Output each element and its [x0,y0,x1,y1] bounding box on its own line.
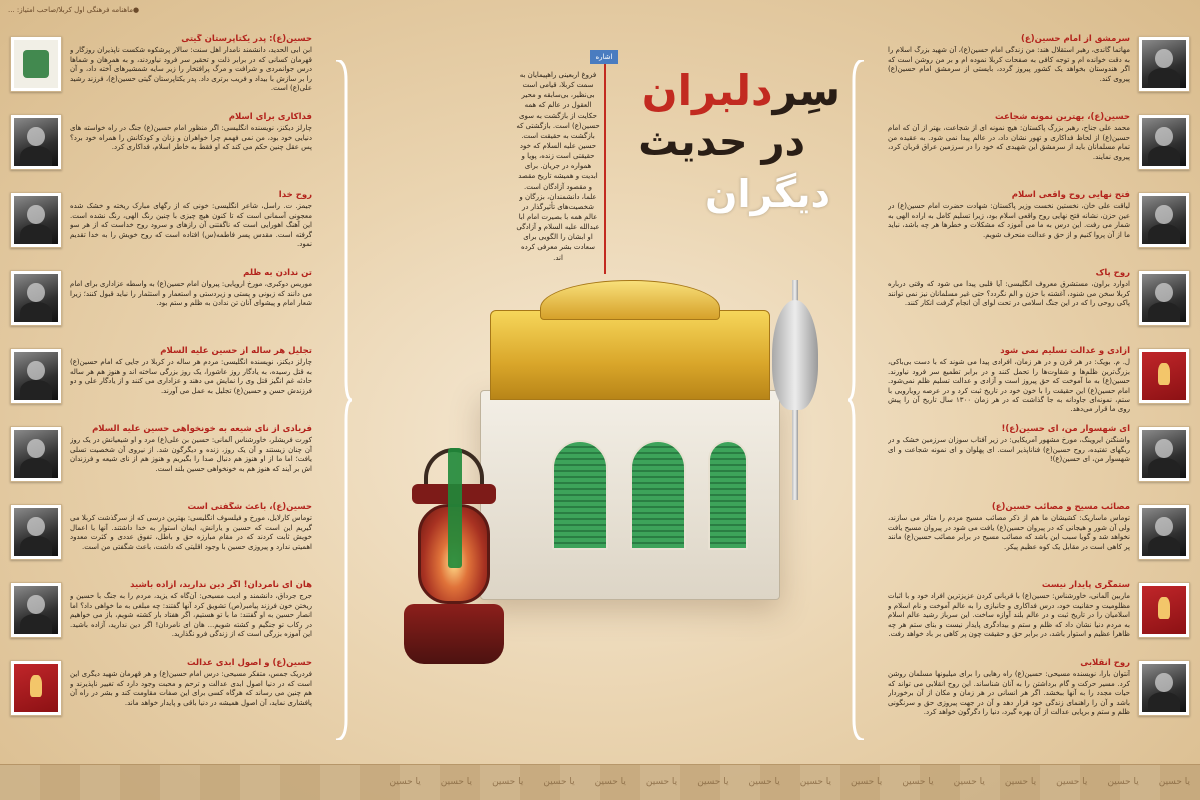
quote-text: لیاقت علی خان، نخستین نخست وزیر پاکستان: شهادت حضرت امام حسین(ع) در عین حزن، نشانه فتح نهایی روح واقعی اسلام بود، زیرا تسلیم کامل به اراده الهی به شمار می رفت. این درس به ما می آموزد که مشکلات و خطرها هر چه باشد، نباید ما از آن پروا کنیم و از حق و عدالت منحرف شویم. [888,202,1130,239]
band-calligraphy-item: یا حسین [492,777,524,787]
portrait-thumbnail [1138,348,1190,404]
title-line-1 [641,66,840,115]
quote-title: آزادی و عدالت تسلیم نمی شود [1000,346,1130,356]
quote-text: آنتوان بارا، نویسنده مسیحی: حسین(ع) راه رهایی را برای میلیونها مسلمان روشن کرد. مسیر حرکت و گام برداشتن را به آنان شناساند. این روح انقلابی می تواند که حیات مجدد را به آنها ببخشد. اگر هر انسانی در هر زمان و مکان از آن برخوردار باشد و آن را راهنمای زندگی خود قرار دهد و آن در جهت پیروزی حق و سرنگونی ظلم و ستم و برپایی عدالت از آن بهره گیرد، دنیا را دگرگون خواهد کرد. [888,670,1130,716]
title-line-2: در حدیث [638,119,805,165]
portrait-thumbnail [10,426,62,482]
quote-body [880,30,1138,84]
band-calligraphy-item: یا حسین [902,777,934,787]
band-calligraphy-item: یا حسین [645,777,678,787]
title-word-delbaran: دلبران [641,66,773,115]
quote-body [880,264,1138,309]
quote-title: روح انقلابی [1080,658,1130,668]
lantern-icon [1142,586,1186,634]
band-calligraphy-item: یا حسین [1107,777,1139,787]
shrine-illustration [480,280,780,600]
quote-text: ل. م. بویک: در هر قرن و در هر زمان، افرادی پیدا می شوند که با دست بی‌باکی، بزرگ‌ترین ظلم‌ها و شقاوت‌ها را تحمل کنند و در برابر تطمیع سر فرود نیاورند. حسین(ع) به ما آموخت که حق پیروز است و آزادی و عدالت تسلیم ظلم نمی‌شود. امام حسین(ع) این حقیقت را با خون خود در تاریخ ثبت کرد و در عرصه رویارویی با ستم، نمونه‌ای جاودانه به جا گذاشت که در هر زمان ۱۳۰۰ سال تاریخ آن را پیش روی ما قرار می‌دهد. [888,358,1130,414]
quote-text: ادوارد براون، مستشرق معروف انگلیسی: آیا قلبی پیدا می شود که وقتی درباره کربلا سخن می شنود، آغشته با حزن و الم نگردد؟ حتی غیر مسلمانان نیز نمی توانند پاکی روحی را که در این جنگ اسلامی در تحت لوای آن انجام گرفت انکار کنند. [888,280,1130,308]
quote-entry [10,30,320,107]
lantern-base [404,604,504,664]
lantern-illustration [398,448,510,678]
quote-title: ای شهسوار من، ای حسین(ع)! [1001,424,1130,434]
portrait-thumbnail [1138,36,1190,92]
quote-text: موریس دوکبری، مورخ اروپایی: پیروان امام حسین(ع) به واسطه عزاداری برای امام می دانند که زبونی و پستی و زیردستی و استعمار و استثمار را نباید قبول کنند؛ زیرا شعار امام و پیشوای آنان تن ندادن به ظلم و ستم بود. [70,280,312,308]
quote-body [62,498,320,552]
band-calligraphy-item: یا حسین [389,777,421,787]
calligraphy-band [0,764,1200,800]
portrait-thumbnail [1138,660,1190,716]
shrine-lattice-window [708,440,748,550]
quote-title: ستمگری پایدار نیست [1041,580,1130,590]
portrait-thumbnail [1138,114,1190,170]
quote-body [62,264,320,309]
portrait-icon [1142,274,1186,322]
quote-body [62,108,320,153]
portrait-icon [14,196,58,244]
band-calligraphy-item: یا حسین [953,777,985,787]
portrait-icon [14,274,58,322]
intro-divider [604,64,606,274]
portrait-icon [1142,196,1186,244]
quote-text: مهاتما گاندی، رهبر استقلال هند: من زندگی امام حسین(ع)، آن شهید بزرگ اسلام را به دقت خوانده ام و توجه کافی به صفحات کربلا نموده ام و بر من روشن است که اگر هندوستان بخواهد یک کشور پیروز گردد، بایستی از سرمشق امام حسین(ع) پیروی کند. [888,46,1130,83]
quote-entry [880,420,1190,497]
quote-title: سرمشق از امام حسین(ع) [1021,34,1130,44]
shrine-lattice-window [630,440,686,550]
portrait-thumbnail [10,192,62,248]
quote-body [880,420,1138,465]
alam-standard-illustration [760,280,830,500]
alam-head [772,300,818,410]
lantern-icon [14,664,58,712]
portrait-thumbnail [1138,270,1190,326]
quote-title: فداکاری برای اسلام [228,112,312,122]
band-calligraphy-item: یا حسین [799,777,832,787]
band-calligraphy-item: یا حسین [1004,777,1037,787]
portrait-thumbnail [10,270,62,326]
portrait-icon [1142,118,1186,166]
quote-body [62,30,320,93]
left-column [10,30,320,732]
portrait-icon [14,430,58,478]
title-word-sir: سِر [772,66,840,115]
quote-title: حسین(ع): پدر یکتاپرستان گیتی [181,34,312,44]
right-brace [848,60,868,740]
quote-title: حسین(ع) و اصول ابدی عدالت [186,658,312,668]
portrait-icon [14,508,58,556]
portrait-thumbnail [1138,504,1190,560]
portrait-thumbnail [10,582,62,638]
quote-body [880,654,1138,717]
portrait-thumbnail [10,660,62,716]
shrine-roof [490,310,770,400]
quote-entry [10,654,320,731]
quote-body [880,576,1138,639]
band-calligraphy-item: یا حسین [440,777,473,787]
calligraphy-icon [14,40,58,88]
quote-title: حسین(ع)، بهترین نمونه شجاعت [994,112,1130,122]
portrait-icon [1142,430,1186,478]
portrait-icon [14,118,58,166]
quote-entry [10,264,320,341]
portrait-thumbnail [10,348,62,404]
quote-entry [10,108,320,185]
quote-text: چارلز دیکنز، نویسنده انگلیسی: مردم هر ساله در کربلا در جایی که امام حسین(ع) به قتل رسیده، به یادگار روز عاشورا، یک روز بزرگی ساخته اند و هنوز هم هر ساله حادثه غم انگیز قتل وی را نمایش می دهند و عزاداری می کنند و از یادگار علی و دو فرزندش حسن و حسین(ع) تجلیل به عمل می آورند. [70,358,312,395]
portrait-thumbnail [1138,426,1190,482]
green-ribbon [448,448,462,568]
portrait-icon [14,586,58,634]
quote-title: حسین(ع)، باعث شگفتی است [187,502,312,512]
quote-title: روح پاک [1095,268,1130,278]
portrait-icon [14,352,58,400]
quote-entry [880,342,1190,419]
quote-body [62,186,320,249]
portrait-icon [1142,508,1186,556]
shrine-lattice-window [552,440,608,550]
band-calligraphy-item: یا حسین [1056,777,1088,787]
portrait-thumbnail [10,36,62,92]
portrait-thumbnail [10,114,62,170]
intro-flag: اشاره [590,50,618,64]
quote-title: فتح نهایی روح واقعی اسلام [1011,190,1130,200]
lantern-icon [1142,352,1186,400]
quote-text: ماربین آلمانی، خاورشناس: حسین(ع) با قربانی کردن عزیزترین افراد خود و با اثبات مظلومیت و حقانیت خود، درس فداکاری و جانبازی را به عالم آموخت و نام اسلام و اسلامیان را در تاریخ ثبت و در عالم بلند آوازه ساخت. این سرباز رشید عالم اسلام به مردم دنیا نشان داد که ظلم و ستم و بیدادگری پایدار نیست و بنای ستم هر چه ظاهرا عظیم و استوار باشد، در برابر حق و حقیقت چون پر کاهی بر باد خواهد رفت. [888,592,1130,638]
portrait-icon [1142,664,1186,712]
band-calligraphy-item: یا حسین [594,777,626,787]
poster-title [610,66,850,240]
quote-entry [880,108,1190,185]
title-line-3: دیگران [705,172,830,216]
intro-text: فروغ اربعینی راهپیمایان به سمت کربلا، قیامی است بی‌نظیر، بی‌سابقه و محیر العقول در عالم که همه حکایت از بازگشت به سوی حسین(ع) است. بازگشتی که بازگشت به حقیقت است. حسین علیه السلام که خود حقیقتی است زنده، پویا و همواره در جریان. برای ابدیت و همیشه تاریخ مقصد و مقصود آزادگان است. علما، دانشمندان، بزرگان و شخصیت‌های تأثیرگذار در عالم همه با بصیرت امام ابا عبدالله علیه السلام و آزادگی او ابشان را الگویی برای سعادت بشر معرفی کرده اند. [516,71,600,262]
quote-body [62,576,320,639]
quote-body [880,498,1138,552]
quote-text: چارلز دیکنز، نویسنده انگلیسی: اگر منظور امام حسین(ع) جنگ در راه خواسته های دنیایی خود بود، من نمی فهمم چرا خواهران و زنان و کودکانش را همراه خود برد؟ پس عقل چنین حکم می کند که او فقط به خاطر اسلام، فداکاری کرد. [70,124,312,152]
quote-title: مصائب مسیح و مصائب حسین(ع) [991,502,1130,512]
quote-body [880,108,1138,162]
quote-body [62,342,320,396]
band-calligraphy-item: یا حسین [697,777,729,787]
quote-title: تن ندادن به ظلم [243,268,312,278]
quote-text: توماس ماساریک: کشیشان ما هم از ذکر مصائب مسیح مردم را متأثر می سازند، ولی آن شور و هیجانی که در پیروان حسین(ع) یافت می شود در پیروان مسیح یافت نخواهد شد و گویا سبب این باشد که مصائب مسیح در برابر مصائب حسین(ع) مانند پر کاهی است در مقابل یک کوه عظیم پیکر. [888,514,1130,551]
quote-entry [10,186,320,263]
band-calligraphy-item: یا حسین [543,777,575,787]
quote-entry [880,654,1190,731]
quote-entry [880,186,1190,263]
quote-entry [10,342,320,419]
quote-entry [880,264,1190,341]
band-calligraphy-item: یا حسین [851,777,883,787]
quote-text: کورت فریشلر، خاورشناس آلمانی: حسین بن علی(ع) مرد و او شیعیانش در یک روز آن چنان زیستند و آن یک روز، زنده و دیگرگون شد. از نیروی آن شخصیت تسلی یافت؛ اما ما از او هنوز هم دنبال صدا را بگیریم و هنوز هم از نای شیعه و فرزندان اش بر آیند که هنوز هم به خونخواهی حسین بلند است. [70,436,312,473]
quote-entry [10,420,320,497]
quote-title: تجلیل هر ساله از حسین علیه السلام [160,346,312,356]
quote-body [880,342,1138,415]
shrine-roof-top [540,280,720,320]
quote-title: روح خدا [278,190,312,200]
quote-text: توماس کارلایل، مورخ و فیلسوف انگلیسی: بهترین درسی که از سرگذشت کربلا می گیریم این است که حسین و یارانش، ایمان استوار به خدا داشتند. آنها با اعمال خویش ثابت کردند که در مقام مبارزه حق و باطل، تفوق عددی و کثرت معدود اهمیتی ندارد و پیروزی حسین با وجود اقلیتی که داشت، باعث شگفتی من است. [70,514,312,551]
quote-title: هان ای نامردان! اگر دین ندارید، آزاده باشید [130,580,312,590]
portrait-thumbnail [1138,582,1190,638]
band-calligraphy-item: یا حسین [1158,777,1190,787]
quote-body [62,420,320,474]
quote-entry [10,498,320,575]
portrait-thumbnail [1138,192,1190,248]
quote-entry [880,30,1190,107]
band-calligraphy-item: یا حسین [748,777,780,787]
right-column [880,30,1190,732]
quote-text: واشنگتن ایروینگ، مورخ مشهور آمریکایی: در زیر آفتاب سوزان سرزمین خشک و در ریگهای تفتیده، روح حسین(ع) فناناپذیر است. ای پهلوان و ای نمونه شجاعت و ای شهسوار من، ای حسین(ع)! [888,436,1130,464]
quote-body [62,654,320,708]
quote-body [880,186,1138,240]
portrait-thumbnail [10,504,62,560]
quote-title: فریادی از نای شیعه به خونخواهی حسین علیه السلام [92,424,312,434]
quote-text: جرج جرداق، دانشمند و ادیب مسیحی: آن‌گاه که یزید، مردم را به جنگ با حسین و ریختن خون فرزند پیامبر(ص) تشویق کرد آنها گفتند: چه مبلغی به ما خواهی داد؟ اما انصار حسین به او گفتند: ما با تو هستیم، اگر هفتاد بار کشته شویم، باز می خواهیم در رکاب تو جنگیم و کشته شویم... هان ای نامردان! اگر دین ندارید، آزاده باشید. این آموزه بزرگی است که از زندگی فرو نگذارید. [70,592,312,638]
quote-text: محمد علی جناح، رهبر بزرگ پاکستان: هیچ نمونه ای از شجاعت، بهتر از آن که امام حسین(ع) از لحاظ فداکاری و تهور نشان داد، در عالم پیدا نمی شود. به عقیده من تمام مسلمانان باید از سرمشق این شهیدی که خود را در سرزمین عراق قربان کرد، پیروی نمایند. [888,124,1130,161]
portrait-icon [1142,40,1186,88]
quote-text: جیمز. ت. راسل، شاعر انگلیسی: خونی که از رگهای مبارک ریخته و خشک شده معجونی آسمانی است که تا کنون هیچ چیزی با چنین رنگ الهی، رنگ نشده است. این آهنگ اهورایی است که ناگفتنی آن رازهای و سرود روح خداست که از هر سو گرفته است. مقدس پسر فاطمه(س) افتاده است که روح خویش را به خدا تقدیم نمود. [70,202,312,248]
quote-text: ابن ابی الحدید، دانشمند نامدار اهل سنت: سالار پرشکوه شکست ناپذیران روزگار و قهرمان کسانی که در برابر ذلت و تحقیر سر فرود نیاوردند، و به همرهان و شماها درس جوانمردی و شرافت و مرگ پرافتخار را زیر سایه شمشیرهای آخته داد، و آن را بر سازش با بیداد و فریب برتری داد. پدر یکتاپرستان گیتی حسین(ع)، فرزند رشید علی(ع) است. [70,46,312,92]
header-meta-line: ●ماهنامه فرهنگی اول کربلا/صاحب امتیاز: ... [8,6,140,14]
quote-entry [880,498,1190,575]
quote-entry [880,576,1190,653]
quote-entry [10,576,320,653]
quote-text: فردریک جمس، متفکر مسیحی: درس امام حسین(ع) و هر قهرمان شهید دیگری این است که در دنیا اصول ابدی عدالت و ترحم و محبت وجود دارد که تغییر ناپذیرند و هم چنین می رساند که هرگاه کسی برای این صفات مقاومت کند و بشر در راه آن پافشاری نماید، آن اصول همیشه در دنیا باقی و پایدار خواهد ماند. [70,670,312,707]
left-brace [332,60,352,740]
